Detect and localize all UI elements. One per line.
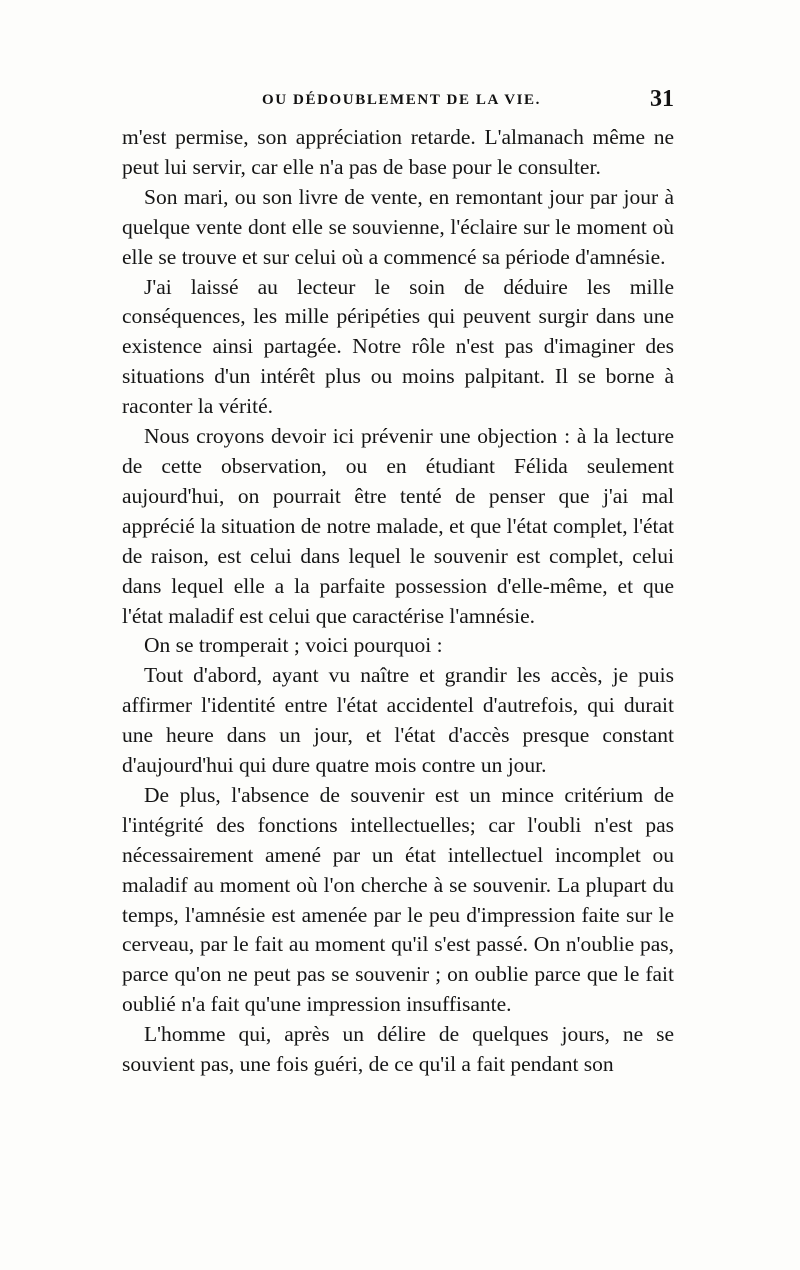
page-header (120, 86, 680, 126)
body-text (122, 123, 674, 1080)
paragraph-3: J'ai laissé au lecteur le soin de déduire les mille conséquences, les mille péripéties qui peuvent surgir dans une existence ainsi partagée. Notre rôle n'est pas d'imaginer des situations d'un intérêt plus ou moins palpitant. Il se borne à raconter la vérité. (122, 274, 674, 419)
paragraph-5: On se tromperait ; voici pourquoi : (144, 633, 443, 658)
paragraph-6: Tout d'abord, ayant vu naître et grandir les accès, je puis affirmer l'identité entre l'état accidentel d'autrefois, qui durait une heure dans un jour, et l'état d'accès presque constant d'aujourd'hui qui dure quatre mois contre un jour. (122, 663, 674, 778)
paragraph-2: Son mari, ou son livre de vente, en remontant jour par jour à quelque vente dont elle se souvienne, l'éclaire sur le moment où elle se trouve et sur celui où a commencé sa période d'amnésie. (122, 184, 674, 269)
paragraph-1: m'est permise, son appréciation retarde. L'almanach même ne peut lui servir, car elle n'a pas de base pour le consulter. (122, 125, 674, 179)
page-number: 31 (650, 86, 674, 112)
paragraph-7: De plus, l'absence de souvenir est un mince critérium de l'intégrité des fonctions intellectuelles; car l'oubli n'est pas nécessairement amené par un état intellectuel incomplet ou maladif au moment où l'on cherche à se souvenir. La plupart du temps, l'amnésie est amenée par le peu d'impression faite sur le cerveau, par le fait au moment qu'il s'est passé. On n'oublie pas, parce qu'on ne peut pas se souvenir ; on oublie parce que le fait oublié n'a fait qu'une impression insuffisante. (122, 782, 674, 1017)
paragraph-4: Nous croyons devoir ici prévenir une objection : à la lecture de cette observation, ou en étudiant Félida seulement aujourd'hui, on pourrait être tenté de penser que j'ai mal apprécié la situation de notre malade, et que l'état complet, l'état de raison, est celui dans lequel le souvenir est complet, celui dans lequel elle a la parfaite possession d'elle-même, et que l'état maladif est celui que caractérise l'amnésie. (122, 424, 674, 628)
paragraph-8: L'homme qui, après un délire de quelques jours, ne se souvient pas, une fois guéri, de ce qu'il a fait pendant son (122, 1022, 674, 1077)
running-head: OU DÉDOUBLEMENT DE LA VIE. (262, 92, 542, 108)
